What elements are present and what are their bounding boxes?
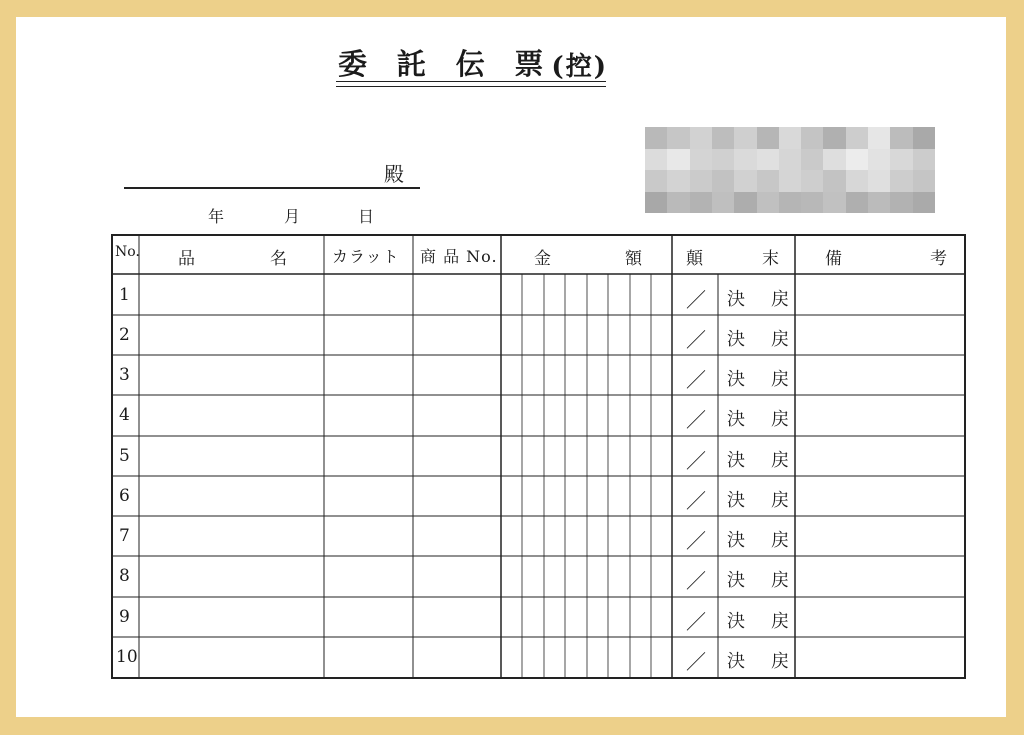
decided-label[interactable]: 決 (727, 651, 745, 672)
row-outcome-options (727, 405, 789, 431)
returned-label[interactable]: 戻 (771, 570, 789, 591)
row-slash-mark: ／ (686, 368, 706, 392)
decided-label[interactable]: 決 (727, 570, 745, 591)
title-char: 託 (396, 47, 428, 81)
row-number: 4 (119, 405, 130, 425)
row-slash-mark: ／ (686, 529, 706, 553)
decided-label[interactable]: 決 (727, 329, 745, 350)
returned-label[interactable]: 戻 (771, 369, 789, 390)
row-number: 2 (119, 325, 130, 345)
row-slash-mark: ／ (686, 288, 706, 312)
header-amount-part1: 金 (534, 249, 552, 269)
decided-label[interactable]: 決 (727, 490, 745, 511)
title-char: 委 (338, 47, 370, 81)
header-carat: カラット (332, 247, 400, 266)
decided-label[interactable]: 決 (727, 369, 745, 390)
returned-label[interactable]: 戻 (771, 450, 789, 471)
date-year-label: 年 (208, 207, 225, 226)
returned-label[interactable]: 戻 (771, 490, 789, 511)
decided-label[interactable]: 決 (727, 611, 745, 632)
date-day-label: 日 (358, 207, 375, 226)
decided-label[interactable]: 決 (727, 450, 745, 471)
decided-label[interactable]: 決 (727, 530, 745, 551)
header-item-part2: 名 (270, 249, 288, 269)
title-char: 票 (514, 47, 546, 81)
header-no: No. (115, 244, 140, 260)
row-outcome-options (727, 365, 789, 391)
header-notes-part1: 備 (825, 249, 843, 269)
row-outcome-options (727, 566, 789, 592)
row-outcome-options (727, 647, 789, 673)
decided-label[interactable]: 決 (727, 289, 745, 310)
decided-label[interactable]: 決 (727, 409, 745, 430)
row-slash-mark: ／ (686, 449, 706, 473)
row-number: 1 (119, 285, 130, 305)
row-outcome-options (727, 285, 789, 311)
row-outcome-options (727, 486, 789, 512)
header-amount-part2: 額 (625, 249, 643, 269)
row-outcome-options (727, 446, 789, 472)
header-outcome-part1: 顛 (686, 249, 704, 269)
row-number: 3 (119, 365, 130, 385)
recipient-honorific: 殿 (384, 162, 404, 186)
row-slash-mark: ／ (686, 328, 706, 352)
date-month-label: 月 (284, 207, 301, 226)
row-number: 7 (119, 526, 130, 546)
row-slash-mark: ／ (686, 408, 706, 432)
row-number: 10 (116, 647, 138, 667)
returned-label[interactable]: 戻 (771, 651, 789, 672)
row-slash-mark: ／ (686, 569, 706, 593)
row-number: 9 (119, 607, 130, 627)
row-number: 5 (119, 446, 130, 466)
header-item-part1: 品 (178, 249, 196, 269)
returned-label[interactable]: 戻 (771, 611, 789, 632)
title-suffix: (控) (551, 52, 608, 82)
header-outcome-part2: 末 (762, 249, 780, 269)
returned-label[interactable]: 戻 (771, 530, 789, 551)
title-char: 伝 (455, 47, 487, 81)
row-outcome-options (727, 607, 789, 633)
row-slash-mark: ／ (686, 610, 706, 634)
header-notes-part2: 考 (930, 249, 948, 269)
returned-label[interactable]: 戻 (771, 409, 789, 430)
returned-label[interactable]: 戻 (771, 329, 789, 350)
row-number: 6 (119, 486, 130, 506)
row-slash-mark: ／ (686, 650, 706, 674)
row-outcome-options (727, 526, 789, 552)
header-product-no: 商 品 No. (420, 247, 498, 266)
row-number: 8 (119, 566, 130, 586)
row-outcome-options (727, 325, 789, 351)
returned-label[interactable]: 戻 (771, 289, 789, 310)
row-slash-mark: ／ (686, 489, 706, 513)
